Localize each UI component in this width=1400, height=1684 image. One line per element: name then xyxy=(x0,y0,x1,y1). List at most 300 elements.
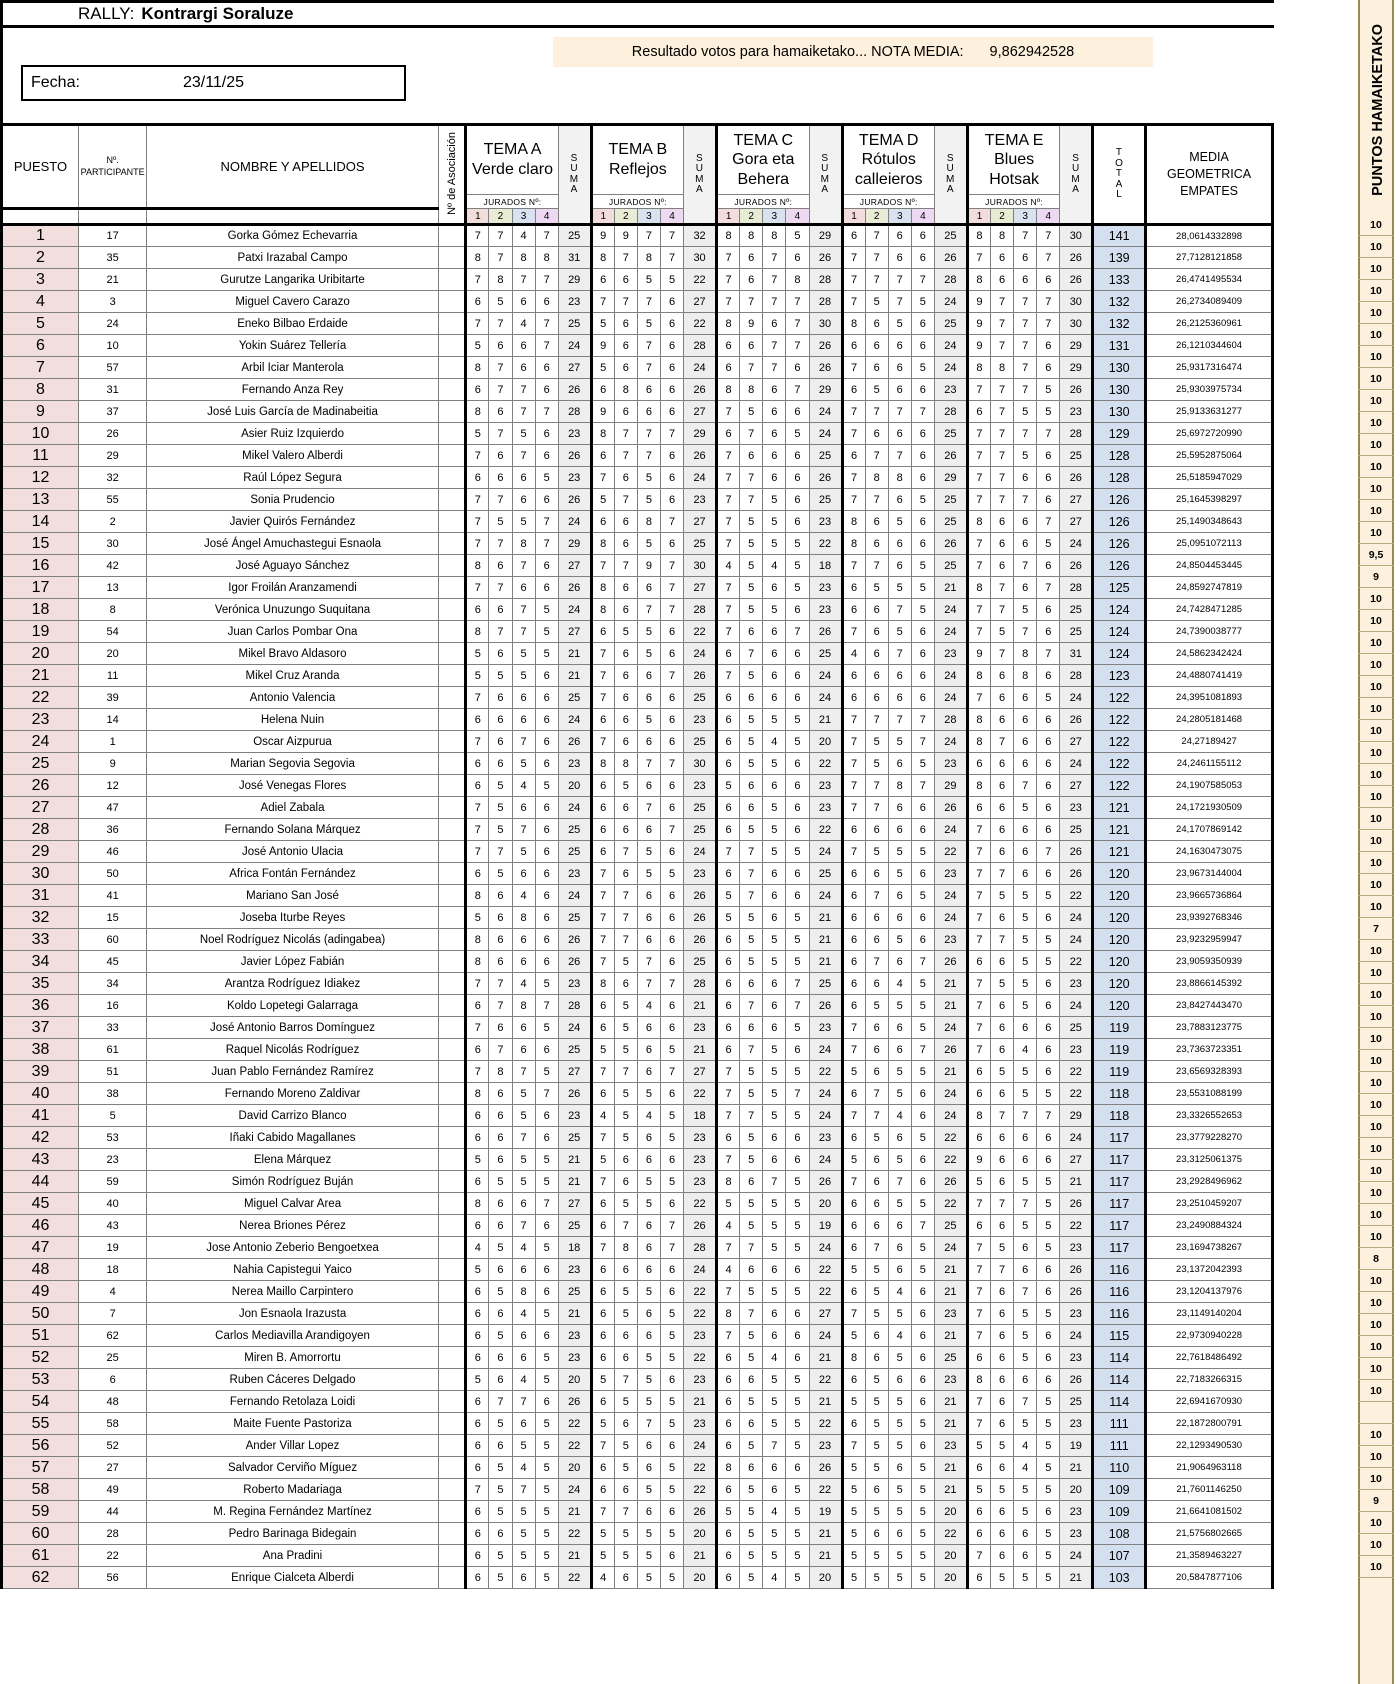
cell-score-a-j2: 6 xyxy=(489,1105,512,1127)
cell-score-e-j3: 6 xyxy=(1014,1545,1037,1567)
cell-media-geometrica: 25,0951072113 xyxy=(1146,533,1273,555)
cell-score-b-j4: 6 xyxy=(660,1193,683,1215)
table-row xyxy=(2,1413,1273,1435)
cell-score-a-j3: 5 xyxy=(512,1435,535,1457)
cell-score-e-j3: 5 xyxy=(1014,929,1037,951)
asociacion-text: Nº de Asociación xyxy=(445,131,458,215)
jurados-label-d: JURADOS Nº: xyxy=(842,195,934,209)
cell-score-e-j1: 5 xyxy=(967,1479,990,1501)
cell-score-b-j3: 5 xyxy=(637,1193,660,1215)
cell-score-e-j1: 7 xyxy=(967,907,990,929)
cell-participante: 4 xyxy=(79,1281,147,1303)
cell-participante: 13 xyxy=(79,577,147,599)
cell-suma-a: 26 xyxy=(558,1083,591,1105)
cell-score-b-j3: 6 xyxy=(637,1501,660,1523)
cell-score-c-j3: 6 xyxy=(763,687,786,709)
jurados-label-a: JURADOS Nº: xyxy=(466,195,558,209)
nota-media-box xyxy=(553,37,1153,67)
cell-asociacion xyxy=(438,511,466,533)
cell-score-b-j4: 6 xyxy=(660,313,683,335)
cell-score-e-j1: 7 xyxy=(967,1303,990,1325)
cell-total: 117 xyxy=(1093,1149,1146,1171)
cell-score-c-j3: 6 xyxy=(763,621,786,643)
cell-nombre: Arbil Iciar Manterola xyxy=(147,357,439,379)
cell-score-b-j1: 6 xyxy=(591,621,614,643)
cell-score-a-j3: 4 xyxy=(512,225,535,247)
cell-media-geometrica: 24,2461155112 xyxy=(1146,753,1273,775)
cell-score-b-j4: 6 xyxy=(660,445,683,467)
cell-puesto: 43 xyxy=(2,1149,79,1171)
cell-asociacion xyxy=(438,1105,466,1127)
cell-asociacion xyxy=(438,995,466,1017)
cell-score-d-j3: 6 xyxy=(888,1259,911,1281)
cell-score-b-j4: 7 xyxy=(660,753,683,775)
cell-puntos-hamaiketako: 10 xyxy=(1358,654,1394,676)
cell-score-e-j1: 6 xyxy=(967,1567,990,1589)
cell-suma-b: 27 xyxy=(684,401,717,423)
cell-asociacion xyxy=(438,1083,466,1105)
cell-score-a-j2: 7 xyxy=(489,423,512,445)
table-row xyxy=(2,1545,1273,1567)
cell-score-e-j2: 6 xyxy=(991,1171,1014,1193)
cell-suma-e: 28 xyxy=(1060,665,1093,687)
cell-puntos-hamaiketako: 10 xyxy=(1358,1314,1394,1336)
cell-score-b-j2: 5 xyxy=(614,951,637,973)
cell-total: 118 xyxy=(1093,1105,1146,1127)
cell-score-d-j4: 5 xyxy=(911,577,934,599)
cell-suma-c: 24 xyxy=(809,423,842,445)
cell-score-e-j3: 6 xyxy=(1014,467,1037,489)
cell-score-d-j2: 7 xyxy=(865,225,888,247)
cell-score-c-j3: 8 xyxy=(763,225,786,247)
cell-puesto: 1 xyxy=(2,225,79,247)
cell-score-e-j2: 5 xyxy=(991,885,1014,907)
cell-puntos-hamaiketako: 10 xyxy=(1358,368,1394,390)
cell-score-b-j1: 9 xyxy=(591,401,614,423)
cell-suma-e: 27 xyxy=(1060,511,1093,533)
cell-score-e-j3: 6 xyxy=(1014,269,1037,291)
cell-score-b-j3: 6 xyxy=(637,1149,660,1171)
cell-score-d-j3: 5 xyxy=(888,1501,911,1523)
cell-score-a-j3: 6 xyxy=(512,291,535,313)
cell-puntos-hamaiketako: 10 xyxy=(1358,984,1394,1006)
cell-score-d-j1: 8 xyxy=(842,1347,865,1369)
cell-score-a-j3: 5 xyxy=(512,1523,535,1545)
cell-score-a-j1: 7 xyxy=(466,819,489,841)
cell-score-b-j3: 5 xyxy=(637,621,660,643)
cell-suma-d: 24 xyxy=(934,819,967,841)
cell-score-d-j4: 6 xyxy=(911,1391,934,1413)
cell-suma-a: 22 xyxy=(558,1523,591,1545)
cell-score-b-j1: 6 xyxy=(591,445,614,467)
cell-suma-a: 21 xyxy=(558,1501,591,1523)
cell-participante: 60 xyxy=(79,929,147,951)
cell-suma-a: 20 xyxy=(558,1369,591,1391)
cell-score-e-j4: 7 xyxy=(1037,643,1060,665)
cell-total: 126 xyxy=(1093,533,1146,555)
cell-score-c-j1: 6 xyxy=(717,951,740,973)
cell-score-d-j4: 5 xyxy=(911,1457,934,1479)
cell-nombre: Ruben Cáceres Delgado xyxy=(147,1369,439,1391)
cell-puesto: 36 xyxy=(2,995,79,1017)
cell-score-a-j2: 7 xyxy=(489,225,512,247)
cell-puntos-hamaiketako: 10 xyxy=(1358,1468,1394,1490)
cell-score-e-j2: 5 xyxy=(991,1567,1014,1589)
cell-suma-d: 21 xyxy=(934,1325,967,1347)
cell-score-e-j2: 6 xyxy=(991,1347,1014,1369)
cell-suma-c: 21 xyxy=(809,709,842,731)
cell-suma-c: 23 xyxy=(809,599,842,621)
table-row xyxy=(2,225,1273,247)
cell-score-e-j1: 8 xyxy=(967,269,990,291)
cell-score-e-j4: 5 xyxy=(1037,1193,1060,1215)
cell-media-geometrica: 21,3589463227 xyxy=(1146,1545,1273,1567)
cell-score-c-j1: 8 xyxy=(717,313,740,335)
suma-a-l1: S xyxy=(570,152,578,164)
cell-score-a-j3: 7 xyxy=(512,1127,535,1149)
cell-score-d-j2: 6 xyxy=(865,687,888,709)
cell-score-d-j2: 5 xyxy=(865,1259,888,1281)
cell-suma-a: 24 xyxy=(558,885,591,907)
cell-score-e-j4: 6 xyxy=(1037,1017,1060,1039)
cell-nombre: Ana Pradini xyxy=(147,1545,439,1567)
cell-puesto: 32 xyxy=(2,907,79,929)
cell-score-c-j2: 5 xyxy=(740,1523,763,1545)
cell-participante: 24 xyxy=(79,313,147,335)
cell-score-a-j1: 6 xyxy=(466,1413,489,1435)
cell-media-geometrica: 24,27189427 xyxy=(1146,731,1273,753)
cell-suma-a: 26 xyxy=(558,951,591,973)
cell-asociacion xyxy=(438,709,466,731)
cell-score-b-j3: 7 xyxy=(637,445,660,467)
cell-suma-a: 25 xyxy=(558,687,591,709)
cell-suma-a: 22 xyxy=(558,1413,591,1435)
cell-participante: 54 xyxy=(79,621,147,643)
cell-suma-b: 27 xyxy=(684,511,717,533)
cell-score-c-j2: 7 xyxy=(740,885,763,907)
cell-score-d-j3: 7 xyxy=(888,401,911,423)
cell-score-b-j2: 9 xyxy=(614,225,637,247)
table-row xyxy=(2,1479,1273,1501)
cell-score-c-j3: 6 xyxy=(763,1017,786,1039)
cell-score-e-j4: 7 xyxy=(1037,841,1060,863)
cell-score-b-j1: 9 xyxy=(591,335,614,357)
cell-suma-a: 24 xyxy=(558,1479,591,1501)
cell-total: 119 xyxy=(1093,1017,1146,1039)
cell-score-b-j1: 4 xyxy=(591,1105,614,1127)
cell-score-d-j2: 6 xyxy=(865,511,888,533)
table-row xyxy=(2,357,1273,379)
cell-suma-d: 24 xyxy=(934,687,967,709)
cell-score-b-j1: 7 xyxy=(591,951,614,973)
cell-score-a-j2: 5 xyxy=(489,863,512,885)
cell-suma-a: 25 xyxy=(558,1215,591,1237)
cell-score-d-j4: 5 xyxy=(911,1523,934,1545)
cell-score-c-j1: 7 xyxy=(717,665,740,687)
cell-score-c-j3: 6 xyxy=(763,665,786,687)
cell-score-b-j1: 7 xyxy=(591,1171,614,1193)
cell-score-a-j4: 6 xyxy=(535,445,558,467)
cell-media-geometrica: 23,3125061375 xyxy=(1146,1149,1273,1171)
puntos-hamaiketako-strip xyxy=(1358,0,1394,1684)
cell-score-e-j1: 8 xyxy=(967,709,990,731)
cell-score-b-j3: 7 xyxy=(637,973,660,995)
cell-score-d-j4: 7 xyxy=(911,709,934,731)
cell-suma-b: 32 xyxy=(684,225,717,247)
cell-score-e-j4: 5 xyxy=(1037,401,1060,423)
cell-total: 128 xyxy=(1093,445,1146,467)
cell-score-a-j1: 6 xyxy=(466,379,489,401)
cell-score-a-j2: 6 xyxy=(489,753,512,775)
cell-score-a-j1: 8 xyxy=(466,247,489,269)
cell-suma-b: 28 xyxy=(684,1237,717,1259)
cell-suma-c: 23 xyxy=(809,577,842,599)
cell-suma-b: 26 xyxy=(684,907,717,929)
cell-score-b-j3: 7 xyxy=(637,291,660,313)
table-row xyxy=(2,687,1273,709)
cell-score-a-j4: 6 xyxy=(535,1105,558,1127)
cell-puntos-hamaiketako: 10 xyxy=(1358,764,1394,786)
cell-score-b-j1: 4 xyxy=(591,1567,614,1589)
cell-suma-e: 25 xyxy=(1060,445,1093,467)
cell-puesto: 38 xyxy=(2,1039,79,1061)
cell-score-b-j3: 6 xyxy=(637,379,660,401)
cell-suma-a: 23 xyxy=(558,1105,591,1127)
cell-score-c-j3: 6 xyxy=(763,1457,786,1479)
cell-total: 114 xyxy=(1093,1369,1146,1391)
cell-score-b-j4: 5 xyxy=(660,1413,683,1435)
cell-score-d-j2: 5 xyxy=(865,577,888,599)
cell-score-d-j1: 7 xyxy=(842,357,865,379)
cell-suma-b: 25 xyxy=(684,951,717,973)
cell-score-b-j3: 7 xyxy=(637,225,660,247)
cell-score-a-j4: 6 xyxy=(535,1281,558,1303)
cell-score-c-j4: 6 xyxy=(786,401,809,423)
cell-score-d-j3: 6 xyxy=(888,1215,911,1237)
cell-suma-b: 21 xyxy=(684,1545,717,1567)
cell-score-e-j2: 7 xyxy=(991,423,1014,445)
cell-asociacion xyxy=(438,797,466,819)
cell-suma-c: 24 xyxy=(809,1105,842,1127)
cell-suma-b: 23 xyxy=(684,709,717,731)
cell-score-b-j4: 7 xyxy=(660,555,683,577)
cell-score-a-j1: 5 xyxy=(466,665,489,687)
cell-score-a-j4: 5 xyxy=(535,467,558,489)
cell-puntos-hamaiketako: 10 xyxy=(1358,1534,1394,1556)
cell-puntos-hamaiketako: 10 xyxy=(1358,1160,1394,1182)
cell-score-e-j3: 6 xyxy=(1014,511,1037,533)
cell-score-c-j4: 6 xyxy=(786,1325,809,1347)
cell-puntos-hamaiketako: 10 xyxy=(1358,280,1394,302)
cell-media-geometrica: 23,3779228270 xyxy=(1146,1127,1273,1149)
cell-suma-e: 26 xyxy=(1060,709,1093,731)
cell-score-c-j1: 7 xyxy=(717,269,740,291)
cell-suma-e: 30 xyxy=(1060,313,1093,335)
cell-score-a-j4: 6 xyxy=(535,885,558,907)
cell-score-b-j3: 7 xyxy=(637,423,660,445)
cell-score-b-j4: 7 xyxy=(660,423,683,445)
cell-score-e-j3: 5 xyxy=(1014,1303,1037,1325)
cell-score-a-j2: 8 xyxy=(489,269,512,291)
cell-participante: 22 xyxy=(79,1545,147,1567)
table-row xyxy=(2,1303,1273,1325)
cell-score-e-j2: 6 xyxy=(991,1369,1014,1391)
cell-puntos-hamaiketako: 10 xyxy=(1358,236,1394,258)
cell-score-d-j3: 7 xyxy=(888,599,911,621)
cell-asociacion xyxy=(438,225,466,247)
cell-score-b-j3: 6 xyxy=(637,1435,660,1457)
cell-total: 125 xyxy=(1093,577,1146,599)
cell-total: 110 xyxy=(1093,1457,1146,1479)
cell-asociacion xyxy=(438,1369,466,1391)
cell-suma-b: 25 xyxy=(684,731,717,753)
cell-score-a-j2: 6 xyxy=(489,1303,512,1325)
cell-suma-c: 22 xyxy=(809,819,842,841)
cell-score-d-j3: 7 xyxy=(888,709,911,731)
cell-score-e-j1: 7 xyxy=(967,1325,990,1347)
jurados-label-b: JURADOS Nº: xyxy=(591,195,683,209)
cell-score-a-j1: 8 xyxy=(466,401,489,423)
cell-score-b-j3: 6 xyxy=(637,731,660,753)
cell-score-b-j2: 7 xyxy=(614,885,637,907)
cell-score-c-j2: 5 xyxy=(740,1347,763,1369)
cell-score-d-j2: 6 xyxy=(865,1193,888,1215)
cell-score-a-j3: 5 xyxy=(512,1545,535,1567)
cell-total: 131 xyxy=(1093,335,1146,357)
cell-total: 114 xyxy=(1093,1391,1146,1413)
cell-participante: 43 xyxy=(79,1215,147,1237)
cell-media-geometrica: 24,8592747819 xyxy=(1146,577,1273,599)
cell-score-d-j1: 6 xyxy=(842,1215,865,1237)
cell-score-c-j1: 6 xyxy=(717,1545,740,1567)
cell-score-d-j2: 5 xyxy=(865,841,888,863)
cell-score-c-j2: 7 xyxy=(740,863,763,885)
cell-nombre: Simón Rodríguez Buján xyxy=(147,1171,439,1193)
cell-score-a-j1: 5 xyxy=(466,1149,489,1171)
cell-score-c-j4: 6 xyxy=(786,1127,809,1149)
cell-score-e-j1: 7 xyxy=(967,423,990,445)
cell-score-e-j3: 6 xyxy=(1014,1259,1037,1281)
cell-score-b-j3: 7 xyxy=(637,599,660,621)
cell-score-e-j3: 5 xyxy=(1014,1215,1037,1237)
cell-score-c-j3: 6 xyxy=(763,1303,786,1325)
cell-suma-b: 30 xyxy=(684,753,717,775)
cell-suma-d: 24 xyxy=(934,1105,967,1127)
cell-score-d-j3: 6 xyxy=(888,1127,911,1149)
cell-suma-a: 25 xyxy=(558,225,591,247)
total-l1: T xyxy=(1115,147,1123,159)
cell-suma-c: 24 xyxy=(809,1237,842,1259)
cell-score-e-j2: 6 xyxy=(991,775,1014,797)
cell-media-geometrica: 23,6569328393 xyxy=(1146,1061,1273,1083)
cell-total: 130 xyxy=(1093,401,1146,423)
cell-suma-a: 21 xyxy=(558,643,591,665)
cell-suma-a: 23 xyxy=(558,1259,591,1281)
cell-score-c-j2: 5 xyxy=(740,731,763,753)
cell-score-e-j4: 6 xyxy=(1037,1039,1060,1061)
cell-score-d-j3: 5 xyxy=(888,511,911,533)
cell-puntos-hamaiketako: 10 xyxy=(1358,1292,1394,1314)
cell-total: 122 xyxy=(1093,753,1146,775)
cell-score-a-j1: 7 xyxy=(466,533,489,555)
cell-score-a-j3: 6 xyxy=(512,929,535,951)
cell-score-e-j2: 6 xyxy=(991,1391,1014,1413)
cell-puntos-hamaiketako: 9 xyxy=(1358,1490,1394,1512)
cell-suma-b: 24 xyxy=(684,841,717,863)
cell-score-b-j1: 8 xyxy=(591,247,614,269)
table-row xyxy=(2,269,1273,291)
cell-suma-d: 28 xyxy=(934,401,967,423)
cell-score-e-j1: 9 xyxy=(967,313,990,335)
cell-nombre: Juan Pablo Fernández Ramírez xyxy=(147,1061,439,1083)
cell-suma-e: 24 xyxy=(1060,995,1093,1017)
cell-score-e-j1: 7 xyxy=(967,1237,990,1259)
jurado-d-4: 4 xyxy=(911,209,934,225)
cell-asociacion xyxy=(438,841,466,863)
cell-score-e-j1: 7 xyxy=(967,247,990,269)
cell-suma-c: 22 xyxy=(809,1281,842,1303)
cell-score-b-j3: 6 xyxy=(637,687,660,709)
cell-score-a-j1: 7 xyxy=(466,687,489,709)
cell-score-a-j3: 4 xyxy=(512,1303,535,1325)
cell-score-b-j3: 6 xyxy=(637,1127,660,1149)
cell-score-e-j3: 5 xyxy=(1014,907,1037,929)
cell-participante: 6 xyxy=(79,1369,147,1391)
cell-suma-d: 21 xyxy=(934,1391,967,1413)
cell-suma-b: 26 xyxy=(684,1215,717,1237)
cell-participante: 58 xyxy=(79,1413,147,1435)
table-row xyxy=(2,1523,1273,1545)
cell-score-a-j2: 5 xyxy=(489,665,512,687)
table-body xyxy=(2,225,1273,1589)
cell-score-b-j1: 5 xyxy=(591,1523,614,1545)
cell-score-e-j3: 7 xyxy=(1014,357,1037,379)
cell-score-a-j4: 6 xyxy=(535,1127,558,1149)
tema-a-code: TEMA A xyxy=(483,141,542,159)
cell-total: 116 xyxy=(1093,1303,1146,1325)
cell-score-c-j4: 6 xyxy=(786,687,809,709)
cell-score-a-j1: 7 xyxy=(466,797,489,819)
cell-suma-c: 25 xyxy=(809,445,842,467)
cell-score-b-j4: 7 xyxy=(660,511,683,533)
cell-participante: 3 xyxy=(79,291,147,313)
table-row xyxy=(2,1369,1273,1391)
rally-label: RALLY: xyxy=(78,4,135,23)
fecha-label: Fecha: xyxy=(31,74,80,91)
cell-score-d-j1: 6 xyxy=(842,1413,865,1435)
cell-score-a-j1: 7 xyxy=(466,731,489,753)
cell-score-d-j4: 5 xyxy=(911,1501,934,1523)
cell-score-e-j2: 6 xyxy=(991,247,1014,269)
jurado-c-4: 4 xyxy=(786,209,809,225)
cell-score-c-j2: 7 xyxy=(740,1105,763,1127)
cell-score-a-j2: 7 xyxy=(489,621,512,643)
cell-score-b-j4: 7 xyxy=(660,1061,683,1083)
cell-score-d-j4: 6 xyxy=(911,511,934,533)
table-row xyxy=(2,621,1273,643)
jurado-e-1: 1 xyxy=(967,209,990,225)
cell-total: 116 xyxy=(1093,1281,1146,1303)
cell-suma-a: 23 xyxy=(558,1325,591,1347)
cell-participante: 12 xyxy=(79,775,147,797)
cell-score-a-j2: 7 xyxy=(489,533,512,555)
cell-total: 117 xyxy=(1093,1237,1146,1259)
table-row xyxy=(2,797,1273,819)
cell-suma-d: 25 xyxy=(934,1215,967,1237)
cell-puesto: 30 xyxy=(2,863,79,885)
cell-suma-c: 26 xyxy=(809,467,842,489)
cell-score-c-j3: 5 xyxy=(763,1193,786,1215)
